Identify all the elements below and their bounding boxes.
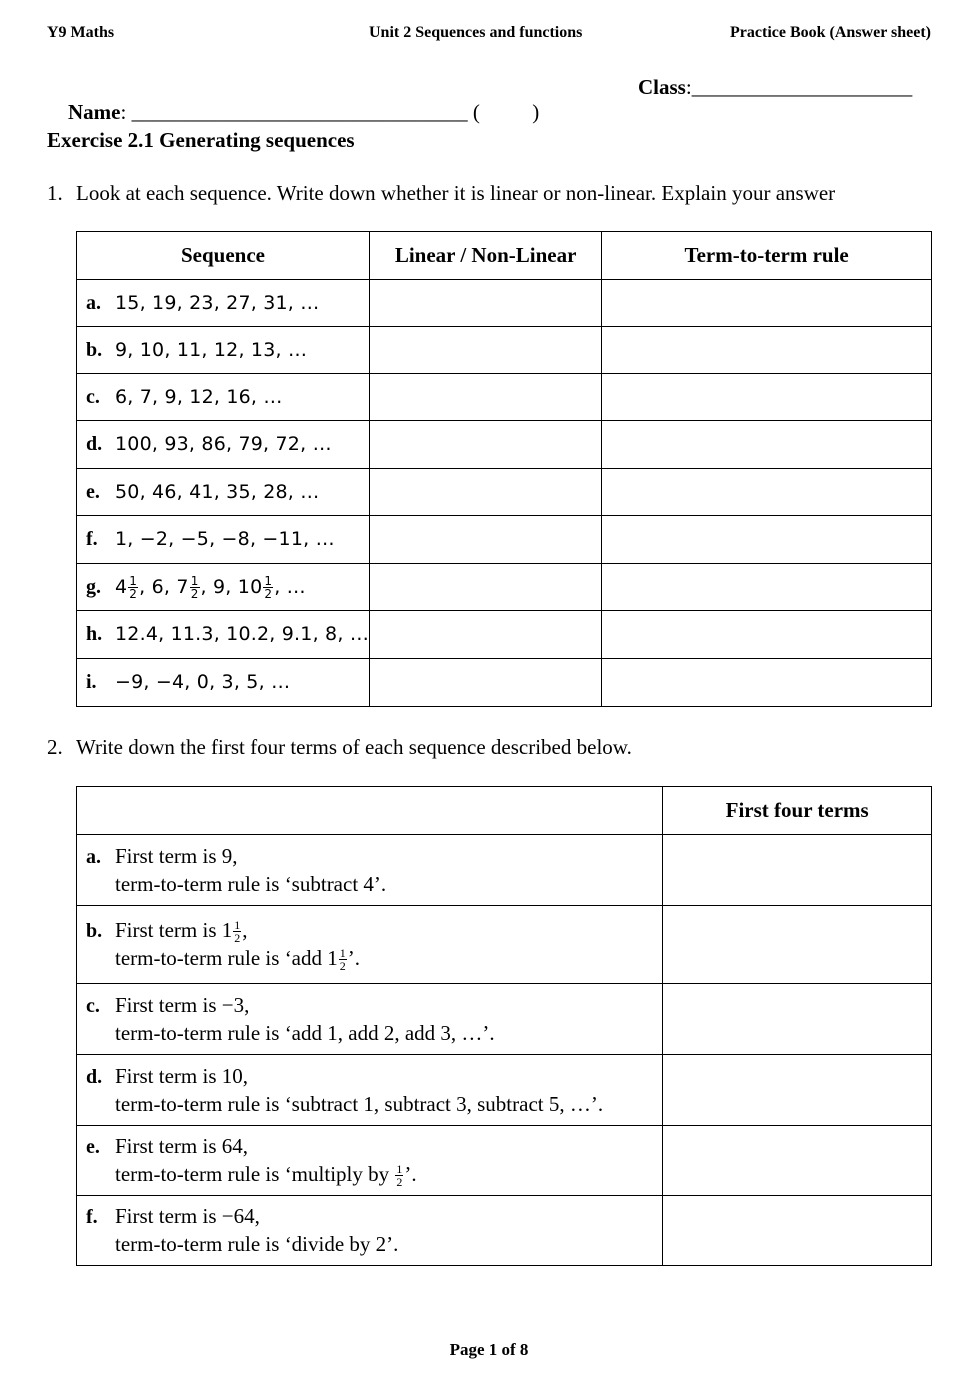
- sequence-value: 100, 93, 86, 79, 72, …: [115, 433, 332, 455]
- terms-answer-cell[interactable]: [663, 1055, 932, 1126]
- row-label: h.: [86, 623, 103, 645]
- row-label: b.: [86, 338, 103, 361]
- rule-answer-cell[interactable]: [602, 564, 932, 611]
- sequence-table: [76, 231, 932, 707]
- terms-answer-cell[interactable]: [663, 835, 932, 906]
- table-row: [77, 835, 932, 906]
- row-label: e.: [86, 480, 100, 503]
- sequence-value: 50, 46, 41, 35, 28, …: [115, 480, 320, 503]
- fraction-half: $\frac{1}{2}$: [264, 573, 273, 601]
- terms-answer-cell[interactable]: [663, 1126, 932, 1196]
- rule-answer-cell[interactable]: [602, 611, 932, 659]
- sequence-value: 6, 7, 9, 12, 16, …: [115, 385, 283, 408]
- sequence-value: 1, −2, −5, −8, −11, …: [115, 528, 335, 550]
- terms-answer-cell[interactable]: [663, 984, 932, 1055]
- table-row: [77, 1126, 932, 1196]
- first-term: First term is 9,: [115, 843, 238, 868]
- rule-text: term-to-term rule is ‘divide by 2’.: [115, 1232, 399, 1256]
- linear-answer-cell[interactable]: [370, 374, 602, 421]
- row-label: g.: [86, 575, 101, 598]
- header-subject: Y9 Maths: [47, 24, 115, 41]
- row-label: c.: [86, 385, 100, 408]
- rule-answer-cell[interactable]: [602, 659, 932, 707]
- sequence-value: 12.4, 11.3, 10.2, 9.1, 8, …: [115, 623, 370, 645]
- table-row: [77, 421, 932, 469]
- terms-answer-cell[interactable]: [663, 1196, 932, 1266]
- header-book: Practice Book (Answer sheet): [730, 24, 931, 41]
- linear-answer-cell[interactable]: [370, 327, 602, 374]
- fraction-half: $\frac{1}{2}$: [129, 573, 138, 601]
- class-field[interactable]: :_____________________: [685, 75, 913, 99]
- header-blank: [77, 787, 663, 835]
- rule-text: term-to-term rule is ‘subtract 1, subtract 3, subtract 5, …’.: [115, 1091, 604, 1116]
- question-2: [47, 735, 632, 760]
- table-row: [77, 516, 932, 564]
- name-class-row: [47, 75, 931, 124]
- question-1-text: Look at each sequence. Write down whether it is linear or non-linear. Explain your answer: [76, 181, 836, 205]
- row-label: a.: [86, 845, 101, 868]
- rule-answer-cell[interactable]: [602, 374, 932, 421]
- header-rule: Term-to-term rule: [602, 232, 932, 280]
- question-2-text: Write down the first four terms of each sequence described below.: [76, 735, 632, 759]
- rule-text: term-to-term rule is ‘multiply by $\frac{1}{2}$ ’.: [115, 1161, 417, 1190]
- first-term: First term is −64,: [115, 1204, 260, 1228]
- row-label: a.: [86, 291, 101, 314]
- fraction-half: $\frac{1}{2}$: [396, 1162, 403, 1190]
- sequence-value: 4 $\frac{1}{2}$ , 6, 7 $\frac{1}{2}$ , 9, 10 $\frac{1}{2}$ , …: [115, 573, 306, 601]
- rule-answer-cell[interactable]: [602, 327, 932, 374]
- question-1: [47, 181, 835, 206]
- first-term: First term is 10,: [115, 1063, 249, 1088]
- question-1-number: 1.: [47, 181, 63, 205]
- header-unit: Unit 2 Sequences and functions: [369, 24, 583, 41]
- rule-answer-cell[interactable]: [602, 469, 932, 516]
- name-label: Name: [68, 100, 121, 124]
- exercise-title: Exercise 2.1 Generating sequences: [47, 128, 355, 152]
- row-label: c.: [86, 994, 100, 1017]
- row-label: d.: [86, 433, 103, 455]
- table-row: [77, 469, 932, 516]
- rule-answer-cell[interactable]: [602, 516, 932, 564]
- linear-answer-cell[interactable]: [370, 564, 602, 611]
- row-label: b.: [86, 919, 103, 942]
- rule-text: term-to-term rule is ‘add 1 $\frac{1}{2}$ ’.: [115, 945, 361, 974]
- row-label: f.: [86, 528, 98, 550]
- rule-text: term-to-term rule is ‘add 1, add 2, add 3, …’.: [115, 1020, 495, 1045]
- sequence-value: 9, 10, 11, 12, 13, …: [115, 338, 308, 361]
- row-label: e.: [86, 1135, 100, 1158]
- table-row: [77, 374, 932, 421]
- table-row: [77, 984, 932, 1055]
- page-number: Page 1 of 8: [449, 1340, 529, 1359]
- first-term: First term is 64,: [115, 1133, 249, 1158]
- table-row: [77, 611, 932, 659]
- linear-answer-cell[interactable]: [370, 659, 602, 707]
- rule-text: term-to-term rule is ‘subtract 4’.: [115, 871, 387, 896]
- linear-answer-cell[interactable]: [370, 421, 602, 469]
- rule-answer-cell[interactable]: [602, 421, 932, 469]
- header-sequence: Sequence: [77, 232, 370, 280]
- table-row: [77, 280, 932, 327]
- header-linear: Linear / Non-Linear: [370, 232, 602, 280]
- table-row: [77, 564, 932, 611]
- row-label: d.: [86, 1065, 103, 1088]
- linear-answer-cell[interactable]: [370, 280, 602, 327]
- linear-answer-cell[interactable]: [370, 516, 602, 564]
- sequence-value: 15, 19, 23, 27, 31, …: [115, 291, 320, 314]
- fraction-half: $\frac{1}{2}$: [339, 946, 346, 974]
- table-row: [77, 659, 932, 707]
- terms-answer-cell[interactable]: [663, 906, 932, 984]
- linear-answer-cell[interactable]: [370, 469, 602, 516]
- fraction-half: $\frac{1}{2}$: [234, 918, 241, 946]
- header-first-four-terms: First four terms: [663, 787, 932, 835]
- table-row: [77, 906, 932, 984]
- row-label: i.: [86, 671, 97, 693]
- class-label: Class: [638, 75, 686, 99]
- first-term: First term is 1 $\frac{1}{2}$ ,: [115, 917, 248, 946]
- first-term: First term is −3,: [115, 992, 250, 1017]
- sequence-value: −9, −4, 0, 3, 5, …: [115, 671, 291, 693]
- table-row: [77, 327, 932, 374]
- table-row: [77, 1196, 932, 1266]
- linear-answer-cell[interactable]: [370, 611, 602, 659]
- row-label: f.: [86, 1206, 98, 1228]
- fraction-half: $\frac{1}{2}$: [190, 573, 199, 601]
- question-2-number: 2.: [47, 735, 63, 759]
- terms-table: [76, 786, 932, 1266]
- table-row: [77, 1055, 932, 1126]
- name-field[interactable]: : ________________________________ ( ): [120, 100, 540, 124]
- rule-answer-cell[interactable]: [602, 280, 932, 327]
